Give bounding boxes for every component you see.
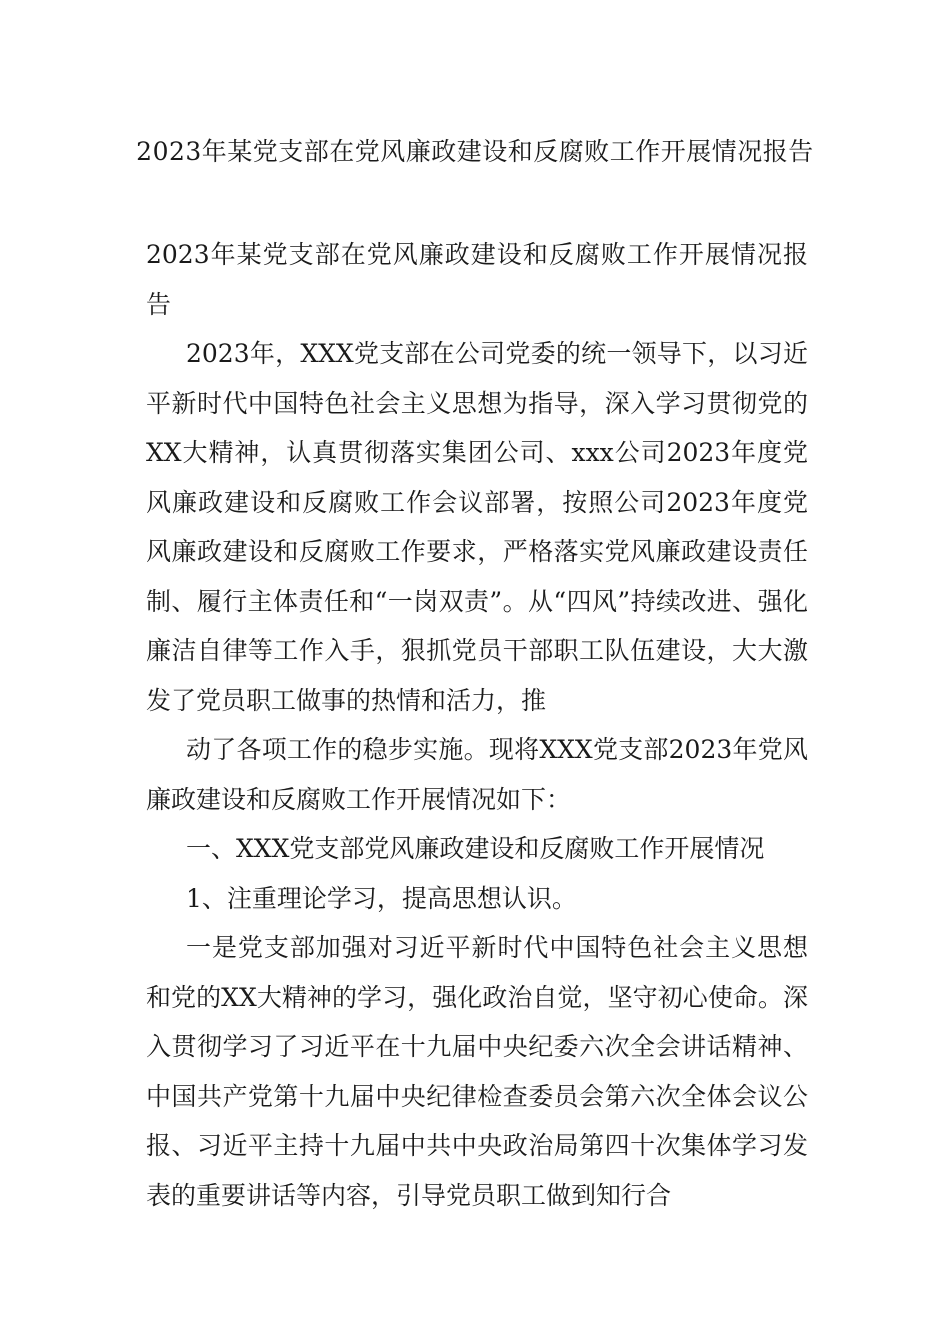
body-paragraph-1: 一是党支部加强对习近平新时代中国特色社会主义思想和党的XX大精神的学习，强化政治自觉，坚守初心使命。深入贯彻学习了习近平在十九届中央纪委六次全会讲话精神、中国共产党第十九届中央纪律检查委员会第六次全体会议公报、习近平主持十九届中共中央政治局第四十次集体学习发表的重要讲话等内容，引导党员职工做到知行合: [146, 933, 808, 1210]
intro-paragraph: 2023年，XXX党支部在公司党委的统一领导下，以习近平新时代中国特色社会主义思想为指导，深入学习贯彻党的XX大精神，认真贯彻落实集团公司、xxx公司2023年度党风廉政建设和反腐败工作会议部署，按照公司2023年度党风廉政建设和反腐败工作要求，严格落实党风廉政建设责任制、履行主体责任和“一岗双责”。从“四风”持续改进、强化廉洁自律等工作入手，狠抓党员干部职工队伍建设，大大激发了党员职工做事的热情和活力，推: [146, 339, 808, 715]
repeated-title-paragraph: 2023年某党支部在党风廉政建设和反腐败工作开展情况报告: [146, 240, 808, 319]
section-heading-1: 一、XXX党支部党风廉政建设和反腐败工作开展情况: [186, 834, 765, 863]
subsection-heading-1: 1、注重理论学习，提高思想认识。: [186, 883, 577, 913]
document-title: 2023年某党支部在党风廉政建设和反腐败工作开展情况报告: [136, 137, 814, 166]
document-body: [146, 230, 808, 1220]
intro-continuation-paragraph: 动了各项工作的稳步实施。现将XXX党支部2023年党风廉政建设和反腐败工作开展情况如下：: [146, 735, 808, 814]
